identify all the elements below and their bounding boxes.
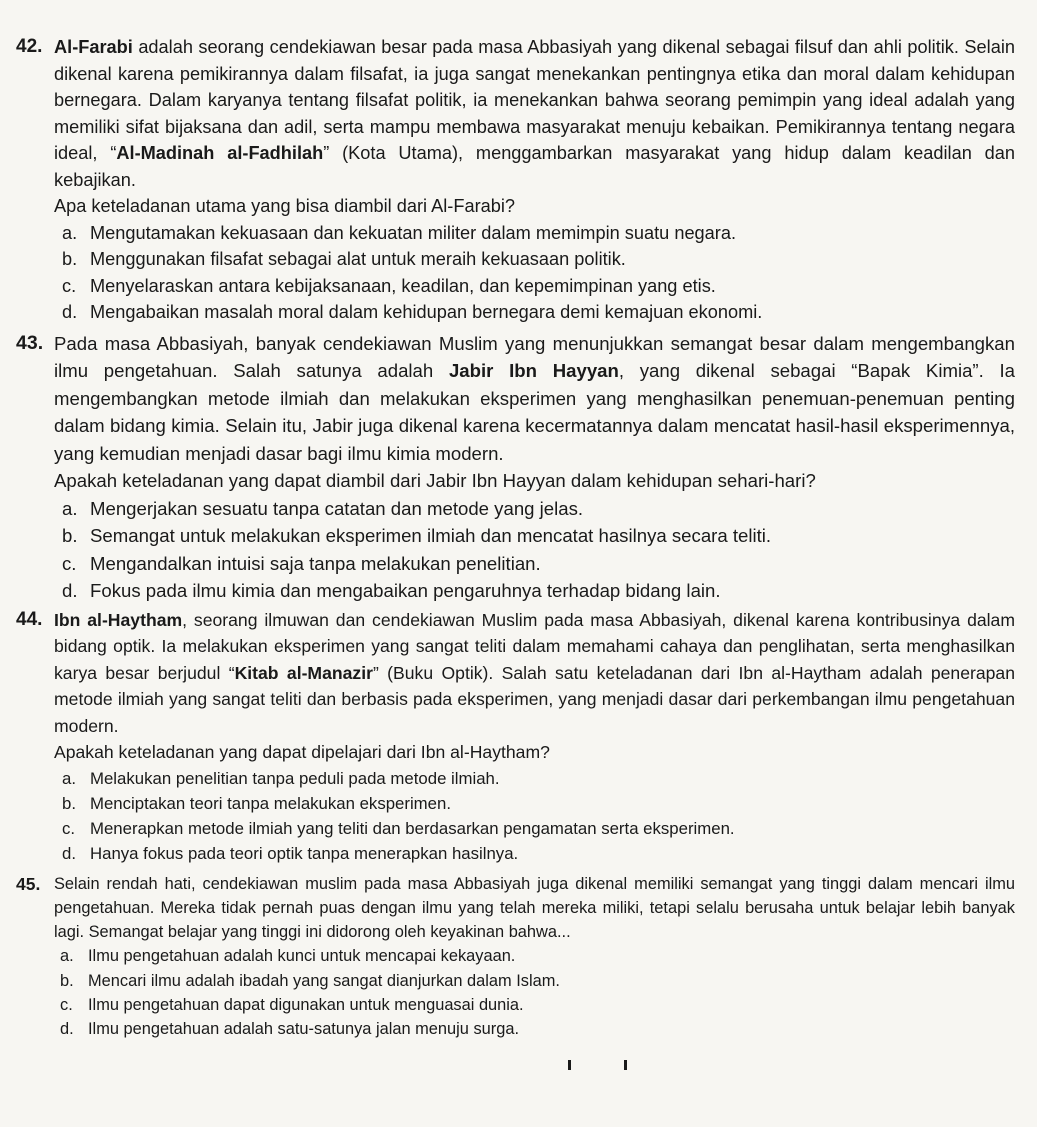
option-letter: c. [60,995,73,1014]
answer-option-d[interactable] [60,577,1015,605]
answer-option-d[interactable] [58,1017,1015,1041]
option-letter: c. [62,818,76,838]
option-text: Ilmu pengetahuan adalah kunci untuk mencapai kekayaan. [88,947,516,966]
answer-option-b[interactable] [60,791,1015,816]
option-text: Menggunakan filsafat sebagai alat untuk meraih kekuasaan politik. [90,249,626,269]
passage-bold-term: Al-Madinah al-Fadhilah [116,143,324,163]
question-passage [54,330,1015,468]
option-text: Mencari ilmu adalah ibadah yang sangat dianjurkan dalam Islam. [88,971,560,990]
option-text: Fokus pada ilmu kimia dan mengabaikan pengaruhnya terhadap bidang lain. [90,580,721,601]
option-text: Menerapkan metode ilmiah yang teliti dan berdasarkan pengamatan serta eksperimen. [90,818,735,838]
option-letter: d. [62,843,76,863]
answer-option-c[interactable] [58,993,1015,1017]
option-text: Ilmu pengetahuan adalah satu-satunya jalan menuju surga. [88,1020,520,1039]
option-letter: d. [62,580,78,601]
option-letter: a. [62,768,76,788]
question-number: 42. [16,36,43,57]
question-prompt: Apa keteladanan utama yang bisa diambil dari Al-Farabi? [54,196,516,216]
option-text: Mengabaikan masalah moral dalam kehidupan bernegara demi kemajuan ekonomi. [90,302,763,322]
answer-option-a[interactable] [60,766,1015,791]
option-text: Menciptakan teori tanpa melakukan eksperimen. [90,793,451,813]
question-44 [16,607,1015,866]
answer-option-b[interactable] [58,969,1015,993]
option-text: Ilmu pengetahuan dapat digunakan untuk menguasai dunia. [88,995,524,1014]
question-43 [16,330,1015,605]
passage-text: , yang dikenal sebagai “Bapak Kimia”. Ia mengembangkan metode ilmiah dan melakukan eksperimen yang menghasilkan penemuan-penemuan penting dalam bidang kimia. Selain itu, Jabir juga dikenal karena kecermatannya dalam mencatat hasil-hasil eksperimennya, yang kemudian menjadi dasar bagi ilmu kimia modern. [54,360,1016,464]
answer-option-b[interactable] [60,246,1015,273]
question-passage [54,607,1015,740]
option-text: Melakukan penelitian tanpa peduli pada metode ilmiah. [90,768,500,788]
passage-bold-term: Jabir Ibn Hayyan [448,360,619,381]
option-letter: a. [62,497,78,519]
answer-option-c[interactable] [60,816,1015,841]
question-passage [54,34,1015,193]
option-text: Mengutamakan kekuasaan dan kekuatan militer dalam memimpin suatu negara. [90,222,737,243]
passage-text: , seorang ilmuwan dan cendekiawan Muslim pada masa Abbasiyah, dikenal karena kontribusinya dalam bidang optik. Ia melakukan eksperimen yang sangat teliti dalam memahami cahaya dan penglihatan, serta menghasilkan karya besar berjudul “ [54,609,1015,683]
passage-text: Pada masa Abbasiyah, banyak cendekiawan Muslim yang menunjukkan semangat besar dalam mengembangkan ilmu pengetahuan. Salah satunya adalah [54,332,1015,381]
option-letter: b. [62,249,78,269]
question-prompt: Apakah keteladanan yang dapat dipelajari dari Ibn al-Haytham? [54,742,550,762]
option-letter: d. [62,302,78,322]
option-letter: c. [62,275,77,296]
answer-option-c[interactable] [60,273,1015,300]
option-letter: c. [62,552,77,574]
option-text: Menyelaraskan antara kebijaksanaan, keadilan, dan kepemimpinan yang etis. [90,275,716,296]
scan-marks [566,1060,636,1072]
question-number: 45. [16,873,41,894]
passage-text: Selain rendah hati, cendekiawan muslim pada masa Abbasiyah juga dikenal memiliki semangat yang tinggi dalam mencari ilmu pengetahuan. Mereka tidak pernah puas dengan ilmu yang telah mereka miliki, tetapi selalu berusaha untuk belajar lebih banyak lagi. Semangat belajar yang tinggi ini didorong oleh keyakinan bahwa... [54,874,1015,942]
passage-bold-term: Kitab al-Manazir [234,662,373,683]
option-text: Mengerjakan sesuatu tanpa catatan dan metode yang jelas. [90,497,584,519]
option-letter: b. [62,793,76,813]
question-number: 44. [16,608,43,630]
scan-mark [624,1060,627,1070]
answer-option-a[interactable] [58,944,1015,968]
answer-option-b[interactable] [60,522,1015,550]
question-prompt: Apakah keteladanan yang dapat diambil dari Jabir Ibn Hayyan dalam kehidupan sehari-hari? [54,470,816,491]
question-45 [16,872,1015,1042]
passage-text: ” (Buku Optik). Salah satu keteladanan dari Ibn al-Haytham adalah penerapan metode ilmiah yang sangat teliti dan berbasis pada eksperimen, yang menjadi dasar dari perkembangan ilmu pengetahuan modern. [54,662,1015,736]
option-text: Mengandalkan intuisi saja tanpa melakukan penelitian. [90,552,541,574]
option-text: Semangat untuk melakukan eksperimen ilmiah dan mencatat hasilnya secara teliti. [90,525,772,546]
answer-option-d[interactable] [60,841,1015,866]
question-42 [16,34,1015,326]
option-letter: d. [60,1020,74,1039]
passage-text: adalah seorang cendekiawan besar pada masa Abbasiyah yang dikenal sebagai filsuf dan ahli politik. Selain dikenal karena pemikirannya dalam filsafat, ia juga sangat menekankan pentingnya etika dan moral dalam kehidupan bernegara. Dalam karyanya tentang filsafat politik, ia menekankan bahwa seorang pemimpin yang ideal adalah yang memiliki sifat bijaksana dan adil, serta mampu membawa masyarakat menuju kebaikan. Pemikirannya tentang negara ideal, “ [54,37,1015,163]
question-number: 43. [16,331,44,354]
answer-option-a[interactable] [60,220,1015,247]
passage-bold-term: Al-Farabi [54,37,133,57]
question-passage [54,872,1015,945]
option-letter: a. [60,947,74,966]
scan-mark [568,1060,571,1070]
answer-option-c[interactable] [60,550,1015,578]
option-text: Hanya fokus pada teori optik tanpa menerapkan hasilnya. [90,843,519,863]
option-letter: b. [60,971,74,990]
option-letter: a. [62,222,78,243]
passage-bold-term: Ibn al-Haytham [54,609,183,630]
option-letter: b. [62,525,78,546]
answer-option-d[interactable] [60,299,1015,326]
answer-option-a[interactable] [60,495,1015,523]
passage-text: ” (Kota Utama), menggambarkan masyarakat yang hidup dalam keadilan dan kebajikan. [54,143,1015,190]
